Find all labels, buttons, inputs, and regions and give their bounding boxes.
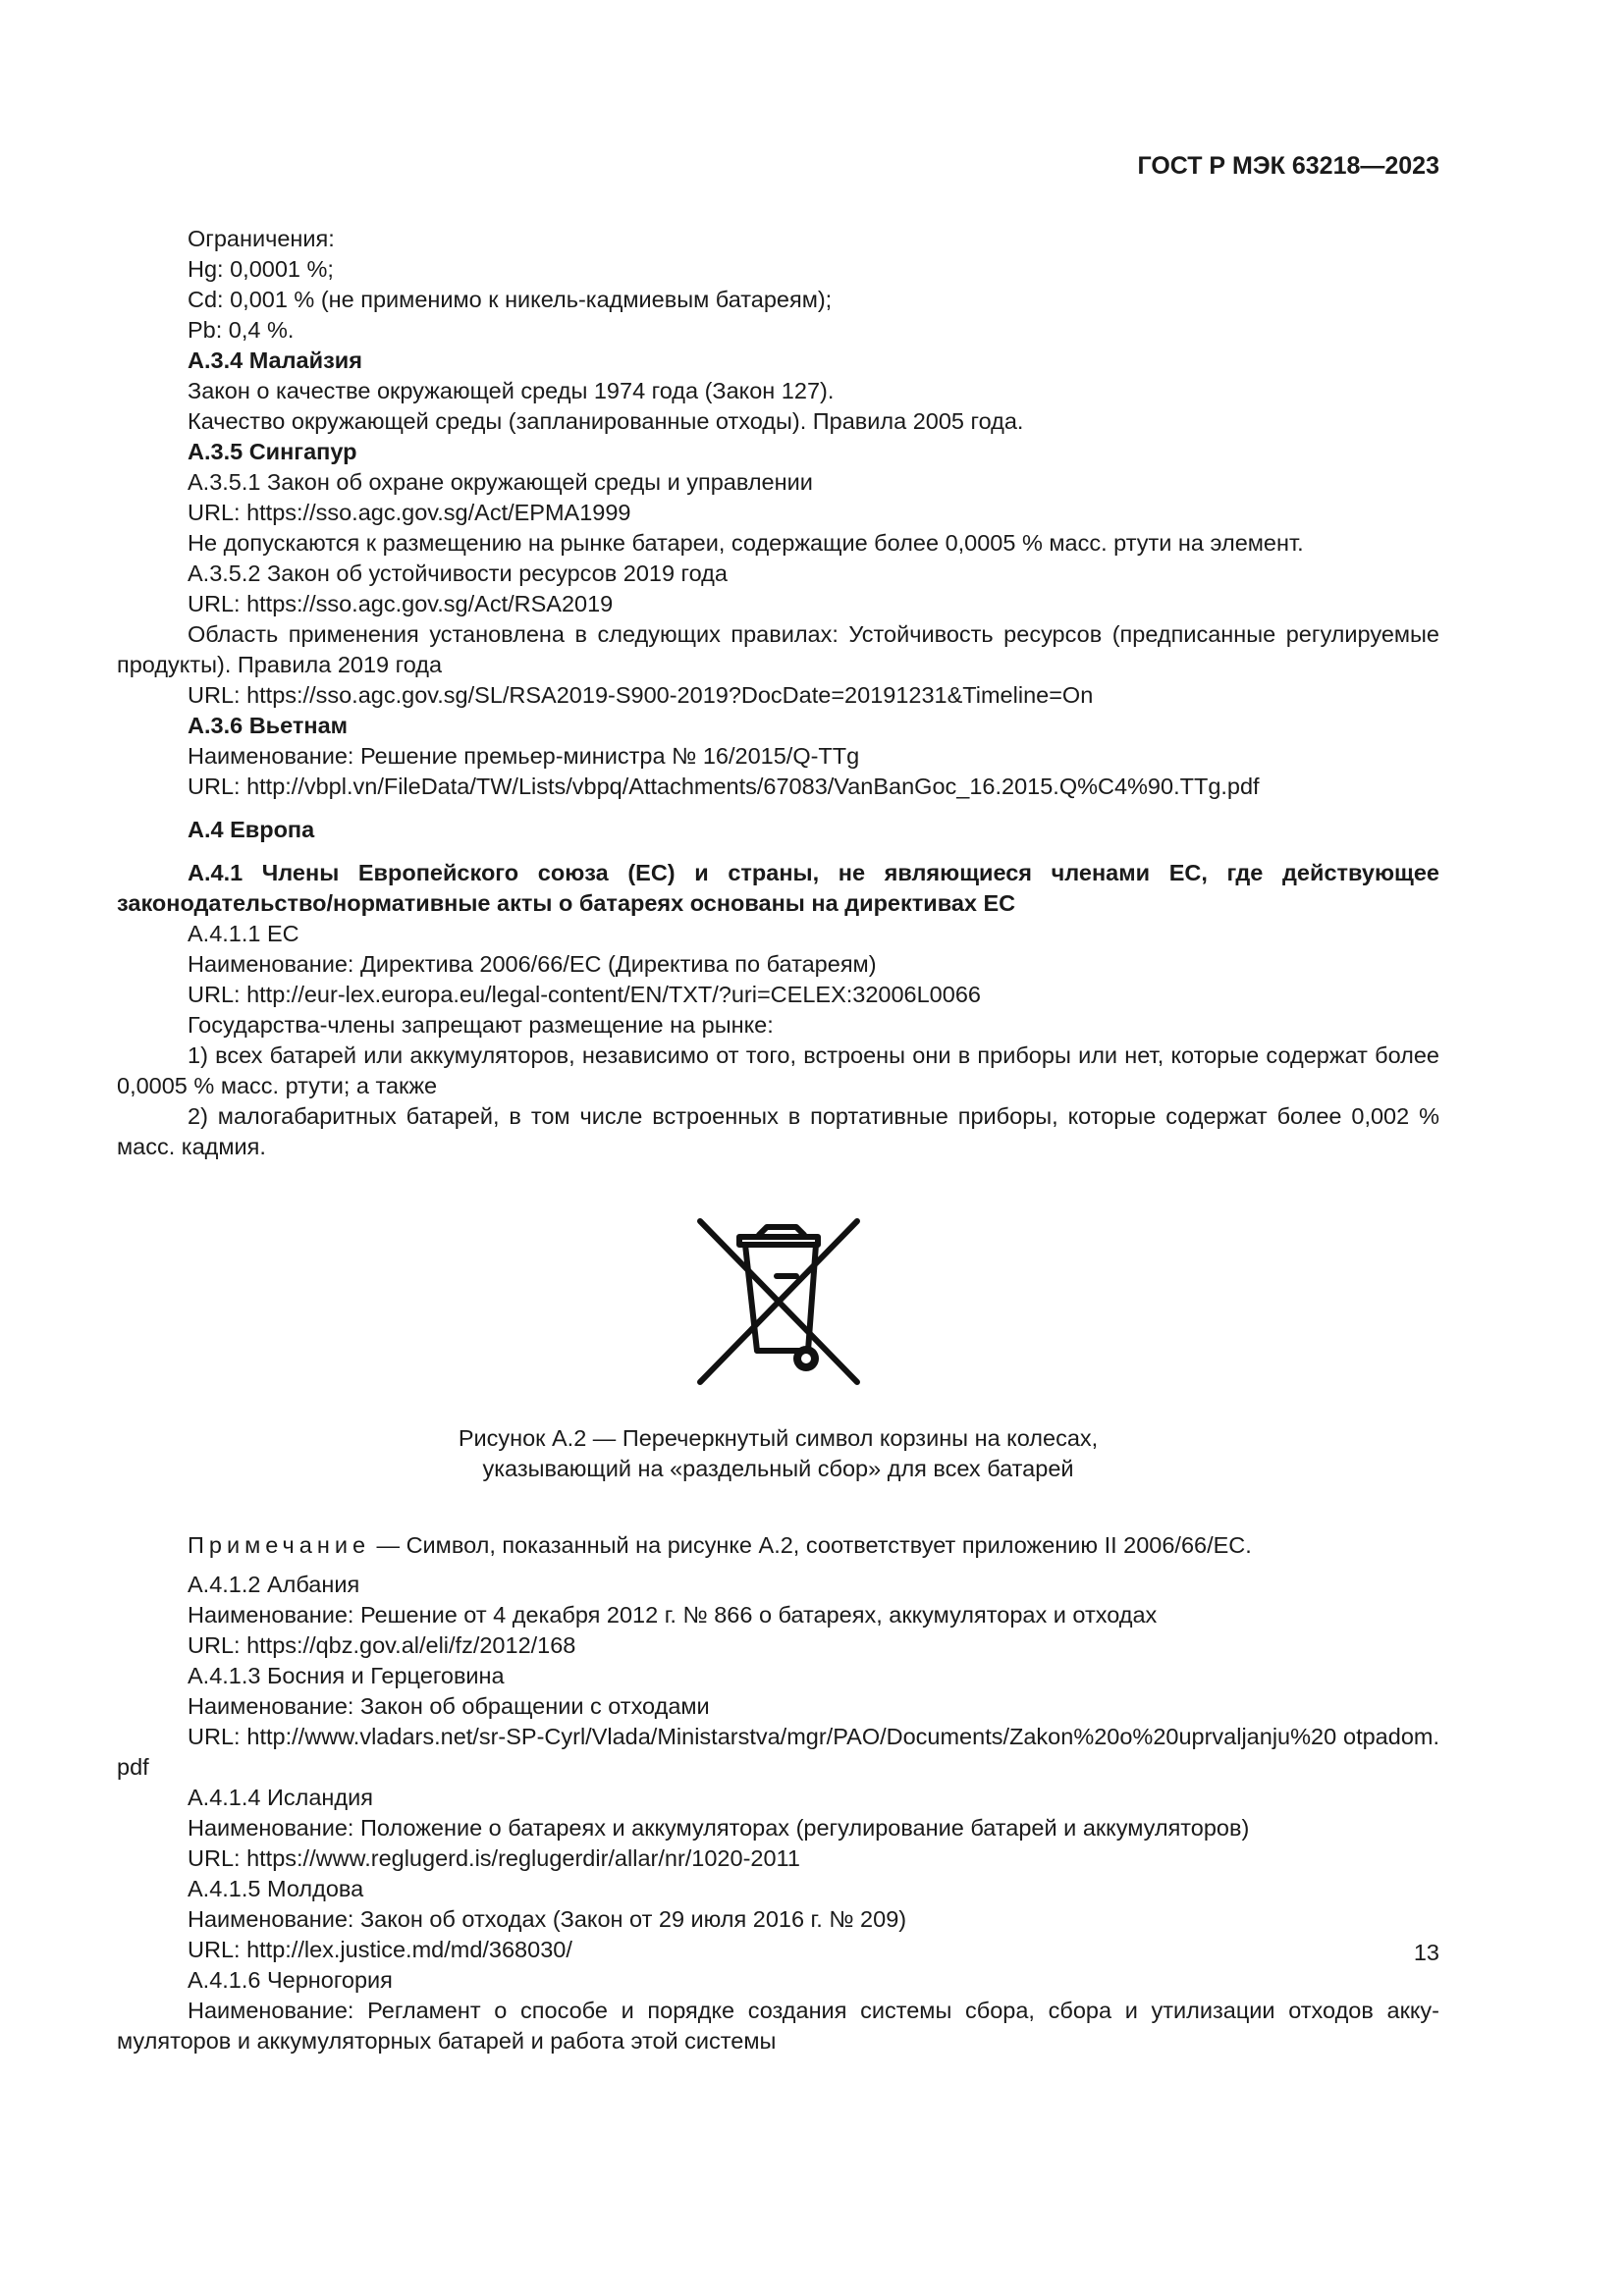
- url-line: URL: https://sso.agc.gov.sg/Act/EPMA1999: [188, 500, 631, 525]
- url-line: URL: https://sso.agc.gov.sg/Act/RSA2019: [188, 591, 614, 616]
- section-heading: А.4 Европа: [188, 817, 315, 842]
- note: [117, 1530, 1439, 1561]
- url-line: URL: https://qbz.gov.al/eli/fz/2012/168: [188, 1632, 576, 1658]
- url-line: URL: http://eur-lex.europa.eu/legal-content/EN/TXT/?uri=CELEX:32006L0066: [188, 982, 981, 1007]
- paragraph: А.4.1.1 ЕС: [188, 921, 299, 946]
- figure-caption-line: указывающий на «раздельный сбор» для всех батарей: [482, 1456, 1074, 1481]
- figure-caption: [117, 1423, 1439, 1484]
- url-line: URL: http://vbpl.vn/FileData/TW/Lists/vbpq/Attachments/67083/VanBanGoc_16.2015.Q%C4%90.TTg.pdf: [188, 774, 1260, 799]
- paragraph: А.4.1.2 Албания: [188, 1572, 360, 1597]
- paragraph: А.3.5.2 Закон об устойчивости ресурсов 2019 года: [188, 561, 728, 586]
- paragraph: А.4.1.3 Босния и Герцеговина: [188, 1663, 505, 1688]
- paragraph: Наименование: Директива 2006/66/ЕС (Директива по батареям): [188, 951, 877, 977]
- paragraph: Наименование: Закон об отходах (Закон от 29 июля 2016 г. № 209): [188, 1906, 907, 1932]
- paragraph: Ограничения:: [188, 226, 335, 251]
- url-line: URL: http://www.vladars.net/sr-SP-Cyrl/Vlada/Ministarstva/mgr/PAO/Documents/Zakon%20o%20uprvaljanju%20 otpadom.pdf: [117, 1724, 1439, 1780]
- figure-caption-line: Рисунок А.2 — Перечеркнутый символ корзины на колесах,: [458, 1425, 1099, 1451]
- subsection-heading: А.4.1 Члены Европейского союза (ЕС) и страны, не являющиеся членами ЕС, где действующее законодательство/нормативные акты о батареях основаны на директивах ЕС: [117, 860, 1439, 916]
- url-line: URL: http://lex.justice.md/md/368030/: [188, 1937, 572, 1962]
- paragraph: А.4.1.6 Черногория: [188, 1967, 393, 1993]
- crossed-out-wheeled-bin-icon: [690, 1213, 867, 1390]
- section-heading: А.3.6 Вьетнам: [188, 713, 349, 738]
- paragraph: Государства-члены запрещают размещение на рынке:: [188, 1012, 774, 1038]
- paragraph: А.4.1.5 Молдова: [188, 1876, 364, 1901]
- paragraph: Наименование: Решение от 4 декабря 2012 г. № 866 о батареях, аккумуляторах и отходах: [188, 1602, 1158, 1628]
- paragraph: Область применения установлена в следующих правилах: Устойчивость ресурсов (предписанные регулируемые продукты). Правила 2019 года: [117, 621, 1439, 677]
- paragraph: Наименование: Закон об обращении с отходами: [188, 1693, 710, 1719]
- section-heading: А.3.4 Малайзия: [188, 347, 362, 373]
- url-line: URL: https://sso.agc.gov.sg/SL/RSA2019-S900-2019?DocDate=20191231&Timeline=On: [188, 682, 1094, 708]
- paragraph: Hg: 0,0001 %;: [188, 256, 334, 282]
- document-body: [117, 224, 1439, 2056]
- note-text: — Символ, показанный на рисунке А.2, соответствует приложению II 2006/66/ЕС.: [370, 1532, 1252, 1558]
- section-heading: А.3.5 Сингапур: [188, 439, 357, 464]
- paragraph: Наименование: Решение премьер-министра № 16/2015/Q-TTg: [188, 743, 860, 769]
- list-item: 1) всех батарей или аккумуляторов, независимо от того, встроены они в приборы или нет, которые содержат более 0,0005 % масс. ртути; а также: [117, 1042, 1439, 1098]
- url-line: URL: https://www.reglugerd.is/reglugerdir/allar/nr/1020-2011: [188, 1845, 800, 1871]
- paragraph: Наименование: Регламент о способе и порядке создания системы сбора, сбора и утилизации отходов аккумуляторов и аккумуляторных батарей и работа этой системы: [117, 1998, 1439, 2054]
- paragraph: Качество окружающей среды (запланированные отходы). Правила 2005 года.: [188, 408, 1024, 434]
- document-header: ГОСТ Р МЭК 63218—2023: [1137, 152, 1439, 180]
- note-label: Примечание: [188, 1532, 371, 1558]
- paragraph: Наименование: Положение о батареях и аккумуляторах (регулирование батарей и аккумуляторов): [188, 1815, 1250, 1841]
- list-item: 2) малогабаритных батарей, в том числе встроенных в портативные приборы, которые содержат более 0,002 % масс. кадмия.: [117, 1103, 1439, 1159]
- paragraph: А.3.5.1 Закон об охране окружающей среды и управлении: [188, 469, 813, 495]
- paragraph: Pb: 0,4 %.: [188, 317, 295, 343]
- paragraph: А.4.1.4 Исландия: [188, 1785, 373, 1810]
- paragraph: Cd: 0,001 % (не применимо к никель-кадмиевым батареям);: [188, 287, 833, 312]
- paragraph: Не допускаются к размещению на рынке батареи, содержащие более 0,0005 % масс. ртути на элемент.: [188, 530, 1304, 556]
- page-number: 13: [1413, 1940, 1439, 1965]
- paragraph: Закон о качестве окружающей среды 1974 года (Закон 127).: [188, 378, 835, 403]
- figure: [117, 1213, 1439, 1390]
